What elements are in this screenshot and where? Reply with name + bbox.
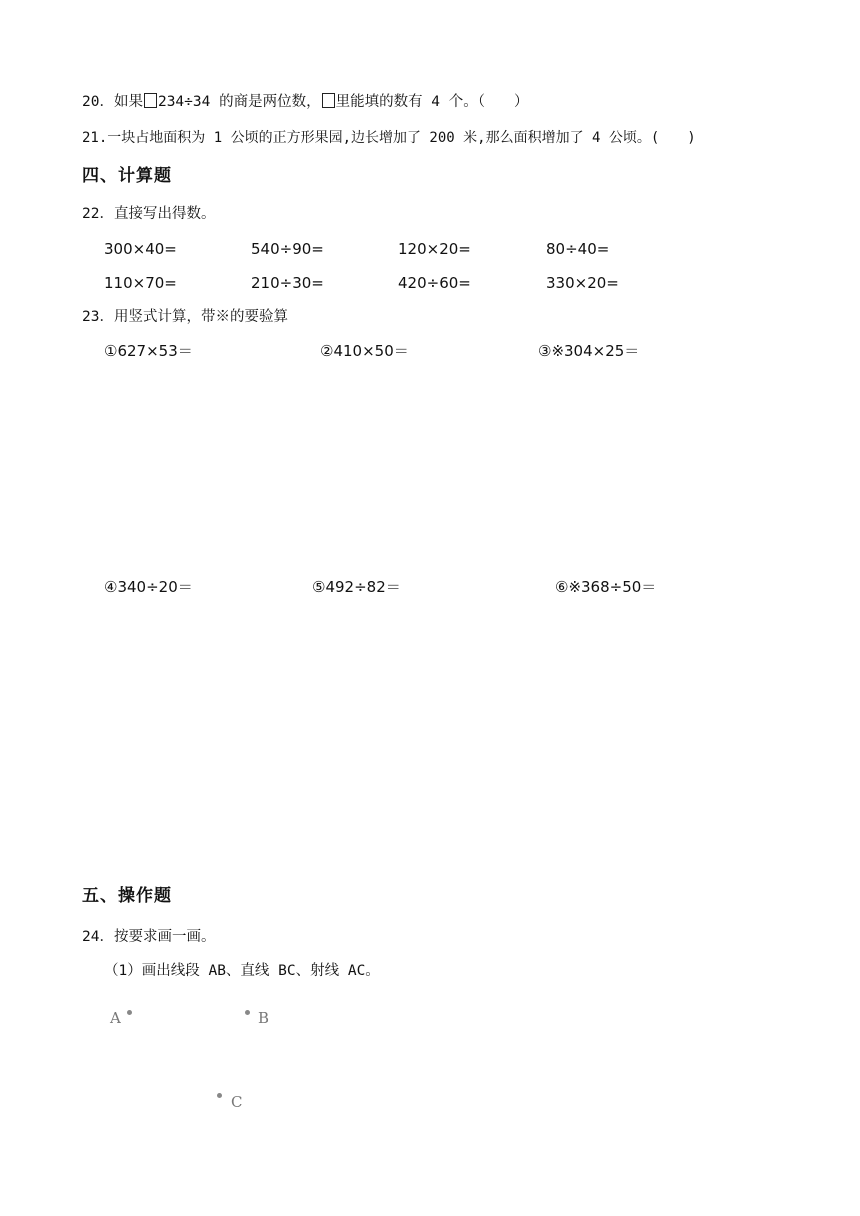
oral-calc-2: 540÷90= bbox=[251, 240, 324, 258]
question-24-part-1: （1）画出线段 AB、直线 BC、射线 AC。 bbox=[104, 963, 380, 979]
blank-box-icon bbox=[322, 93, 335, 108]
question-20-number: 20． bbox=[82, 94, 114, 110]
point-a-dot bbox=[127, 1010, 132, 1015]
question-21: 21.一块占地面积为 1 公顷的正方形果园,边长增加了 200 米,那么面积增加了 4 公顷。( ) bbox=[82, 130, 696, 146]
oral-calc-6: 210÷30= bbox=[251, 274, 324, 292]
vertical-calc-3: ③※304×25＝ bbox=[538, 342, 640, 360]
point-b-dot bbox=[245, 1010, 250, 1015]
oral-calc-7: 420÷60= bbox=[398, 274, 471, 292]
blank-box-icon bbox=[144, 93, 157, 108]
point-c-label: C bbox=[231, 1093, 243, 1111]
question-20-text-post: 234÷34 的商是两位数， bbox=[157, 94, 321, 110]
question-20 bbox=[82, 92, 529, 112]
vertical-calc-5: ⑤492÷82＝ bbox=[312, 578, 401, 596]
question-23-title: 23．用竖式计算，带※的要验算 bbox=[82, 309, 288, 325]
question-24-title: 24．按要求画一画。 bbox=[82, 929, 216, 945]
vertical-calc-4: ④340÷20＝ bbox=[104, 578, 193, 596]
oral-calc-8: 330×20= bbox=[546, 274, 619, 292]
point-b-label: B bbox=[258, 1009, 270, 1027]
point-c-dot bbox=[217, 1093, 222, 1098]
question-20-text-end: 里能填的数有 4 个。（ ） bbox=[335, 94, 529, 110]
oral-calc-1: 300×40= bbox=[104, 240, 177, 258]
question-20-text-pre: 如果 bbox=[113, 94, 143, 110]
vertical-calc-6: ⑥※368÷50＝ bbox=[555, 578, 657, 596]
point-a-label: A bbox=[110, 1009, 121, 1027]
section-5-title: 五、操作题 bbox=[82, 886, 172, 906]
vertical-calc-2: ②410×50＝ bbox=[320, 342, 409, 360]
section-4-title: 四、计算题 bbox=[82, 166, 172, 186]
oral-calc-4: 80÷40= bbox=[546, 240, 610, 258]
oral-calc-5: 110×70= bbox=[104, 274, 177, 292]
vertical-calc-1: ①627×53＝ bbox=[104, 342, 193, 360]
oral-calc-3: 120×20= bbox=[398, 240, 471, 258]
question-22-title: 22．直接写出得数。 bbox=[82, 206, 216, 222]
